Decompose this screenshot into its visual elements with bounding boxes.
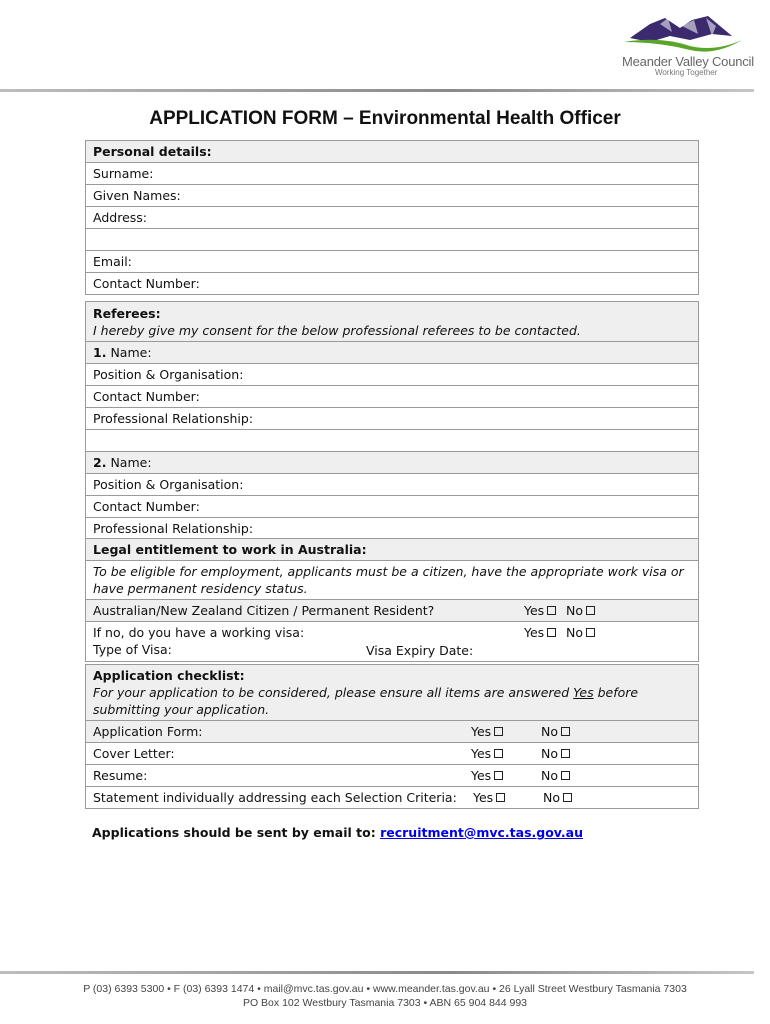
checklist-item — [86, 720, 698, 742]
checklist-no-option[interactable] — [543, 789, 572, 806]
referee1-name-label: Name: — [110, 345, 152, 360]
checklist-item — [86, 764, 698, 786]
checklist-item-label: Resume: — [93, 768, 148, 783]
referee2-contact-field[interactable]: Contact Number: — [86, 495, 698, 517]
no-label: No — [541, 746, 558, 761]
checkbox-icon[interactable] — [586, 606, 595, 615]
mountain-logo-icon — [620, 12, 745, 52]
personal-heading: Personal details: — [86, 141, 698, 162]
checkbox-icon[interactable] — [563, 793, 572, 802]
no-label: No — [541, 724, 558, 739]
page-title: APPLICATION FORM – Environmental Health Officer — [149, 108, 621, 129]
referee1-contact-field[interactable]: Contact Number: — [86, 385, 698, 407]
referee1-name-field[interactable] — [86, 341, 698, 363]
checklist-item-label: Statement individually addressing each Selection Criteria: — [93, 790, 457, 805]
referee1-position-field[interactable]: Position & Organisation: — [86, 363, 698, 385]
visa-type-label: Type of Visa: — [93, 642, 172, 657]
application-checklist-section — [85, 664, 699, 809]
checklist-header — [86, 665, 698, 720]
referee-spacer-row — [86, 429, 698, 451]
checkbox-icon[interactable] — [586, 628, 595, 637]
referees-header — [86, 302, 698, 341]
checklist-item-label: Application Form: — [93, 724, 203, 739]
citizen-no-option[interactable] — [566, 602, 595, 619]
council-logo — [612, 10, 752, 80]
visa-expiry-label: Visa Expiry Date: — [366, 643, 474, 658]
referee1-number: 1. — [93, 345, 107, 360]
address-field-line2[interactable] — [86, 228, 698, 250]
checklist-no-option[interactable] — [541, 723, 570, 740]
surname-field[interactable]: Surname: — [86, 162, 698, 184]
visa-yes-option[interactable] — [524, 624, 556, 641]
no-label: No — [566, 603, 583, 618]
checkbox-icon[interactable] — [547, 628, 556, 637]
referee2-name-field[interactable] — [86, 451, 698, 473]
no-label: No — [543, 790, 560, 805]
email-field[interactable]: Email: — [86, 250, 698, 272]
referee2-name-label: Name: — [110, 455, 152, 470]
yes-label: Yes — [524, 603, 545, 618]
checkbox-icon[interactable] — [561, 727, 570, 736]
checkbox-icon[interactable] — [496, 793, 505, 802]
checklist-item-label: Cover Letter: — [93, 746, 175, 761]
checkbox-icon[interactable] — [494, 727, 503, 736]
submit-label: Applications should be sent by email to: — [92, 825, 381, 840]
referees-heading: Referees: — [93, 306, 161, 321]
footer-contact-line: P (03) 6393 5300 • F (03) 6393 1474 • mail@mvc.tas.gov.au • www.meander.tas.gov.au • 26 Lyall Street Westbury Tasmania 7303 — [83, 983, 687, 995]
checklist-note — [93, 684, 691, 718]
visa-no-option[interactable] — [566, 624, 595, 641]
referee2-position-field[interactable]: Position & Organisation: — [86, 473, 698, 495]
citizen-yes-option[interactable] — [524, 602, 556, 619]
checklist-no-option[interactable] — [541, 767, 570, 784]
referees-section — [85, 301, 699, 540]
checkbox-icon[interactable] — [547, 606, 556, 615]
legal-note: To be eligible for employment, applicants must be a citizen, have the appropriate work visa or have permanent residency status. — [86, 560, 698, 599]
visa-question-row — [86, 621, 698, 661]
referees-consent: I hereby give my consent for the below professional referees to be contacted. — [93, 323, 581, 338]
yes-label: Yes — [471, 746, 492, 761]
checkbox-icon[interactable] — [494, 749, 503, 758]
yes-label: Yes — [473, 790, 494, 805]
checklist-note-text: For your application to be considered, please ensure all items are answered — [93, 685, 574, 700]
no-label: No — [566, 625, 583, 640]
checklist-yes-option[interactable] — [471, 745, 503, 762]
checklist-yes-option[interactable] — [471, 767, 503, 784]
submit-instructions — [92, 825, 583, 840]
referee2-relationship-field[interactable]: Professional Relationship: — [86, 517, 698, 539]
personal-details-section — [85, 140, 699, 295]
citizen-question: Australian/New Zealand Citizen / Permanent Resident? — [93, 603, 435, 618]
council-name: Meander Valley Council — [622, 54, 754, 69]
yes-label: Yes — [524, 625, 545, 640]
yes-label: Yes — [471, 724, 492, 739]
checklist-heading: Application checklist: — [93, 668, 245, 683]
referee2-number: 2. — [93, 455, 107, 470]
checklist-item — [86, 786, 698, 808]
checklist-note-text-end: before submitting your application. — [93, 685, 639, 717]
citizen-question-row — [86, 599, 698, 621]
checklist-yes-option[interactable] — [473, 789, 505, 806]
checkbox-icon[interactable] — [561, 771, 570, 780]
referee1-relationship-field[interactable]: Professional Relationship: — [86, 407, 698, 429]
footer-address-line: PO Box 102 Westbury Tasmania 7303 • ABN 65 904 844 993 — [242, 997, 528, 1009]
footer-divider — [0, 971, 754, 974]
checklist-note-yes: Yes — [573, 685, 594, 700]
given-names-field[interactable]: Given Names: — [86, 184, 698, 206]
checkbox-icon[interactable] — [561, 749, 570, 758]
checklist-yes-option[interactable] — [471, 723, 503, 740]
legal-entitlement-section — [85, 538, 699, 662]
contact-number-field[interactable]: Contact Number: — [86, 272, 698, 294]
checklist-item — [86, 742, 698, 764]
visa-question: If no, do you have a working visa: — [93, 625, 305, 640]
yes-label: Yes — [471, 768, 492, 783]
legal-heading: Legal entitlement to work in Australia: — [86, 539, 698, 560]
header-divider — [0, 89, 754, 92]
no-label: No — [541, 768, 558, 783]
recruitment-email-link[interactable]: recruitment@mvc.tas.gov.au — [380, 825, 584, 840]
council-tagline: Working Together — [655, 68, 718, 77]
address-field[interactable]: Address: — [86, 206, 698, 228]
checkbox-icon[interactable] — [494, 771, 503, 780]
checklist-no-option[interactable] — [541, 745, 570, 762]
